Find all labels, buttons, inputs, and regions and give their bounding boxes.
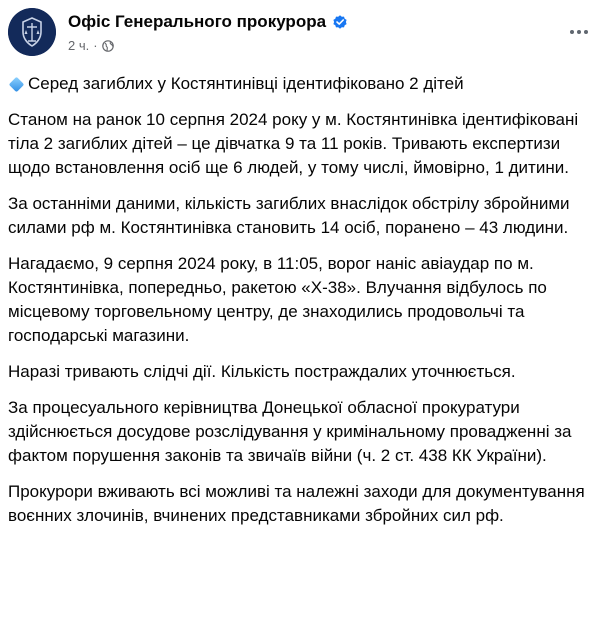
post-body bbox=[8, 72, 588, 540]
author-name-row bbox=[68, 12, 348, 32]
post-paragraph: Нагадаємо, 9 серпня 2024 року, в 11:05, ворог наніс авіаудар по м. Костянтинівка, попередньо, ракетою «Х-38». Влучання відбулось по місцевому торговельному центру, де знаходились продовольчі та господарські магазини. bbox=[8, 254, 547, 345]
globe-icon[interactable] bbox=[102, 40, 114, 52]
blue-diamond-icon bbox=[9, 76, 25, 92]
page-avatar[interactable] bbox=[8, 8, 56, 56]
post-paragraph: Наразі тривають слідчі дії. Кількість постраждалих уточнюється. bbox=[8, 362, 516, 381]
post-paragraph: За останніми даними, кількість загиблих внаслідок обстрілу збройними силами рф м. Костянтинівка становить 14 осіб, поранено – 43 людини. bbox=[8, 194, 570, 237]
post-paragraph: За процесуального керівництва Донецької обласної прокуратури здійснюється досудове розслідування у кримінальному провадженні за фактом порушення законів та звичаїв війни (ч. 2 ст. 438 КК України). bbox=[8, 398, 572, 465]
author-name[interactable]: Офіс Генерального прокурора bbox=[68, 12, 327, 31]
post-header bbox=[8, 8, 597, 64]
post-headline: Серед загиблих у Костянтинівці ідентифіковано 2 дітей bbox=[28, 74, 464, 93]
post-headline-row bbox=[8, 72, 588, 96]
post-meta bbox=[68, 38, 114, 53]
post-paragraph: Прокурори вживають всі можливі та належні заходи для документування воєнних злочинів, вчинених представниками збройних сил рф. bbox=[8, 482, 585, 525]
more-options-icon[interactable] bbox=[567, 22, 591, 42]
post-timestamp[interactable]: 2 ч. bbox=[68, 38, 90, 53]
verified-badge-icon bbox=[332, 14, 348, 30]
meta-separator: · bbox=[93, 38, 98, 53]
post-paragraph: Станом на ранок 10 серпня 2024 року у м. Костянтинівка ідентифіковані тіла 2 загиблих дітей – це дівчатка 9 та 11 років. Тривають експертизи щодо встановлення осіб ще 6 людей, у тому числі, ймовірно, 1 дитини. bbox=[8, 110, 579, 177]
prosecutor-emblem-icon bbox=[8, 8, 56, 56]
